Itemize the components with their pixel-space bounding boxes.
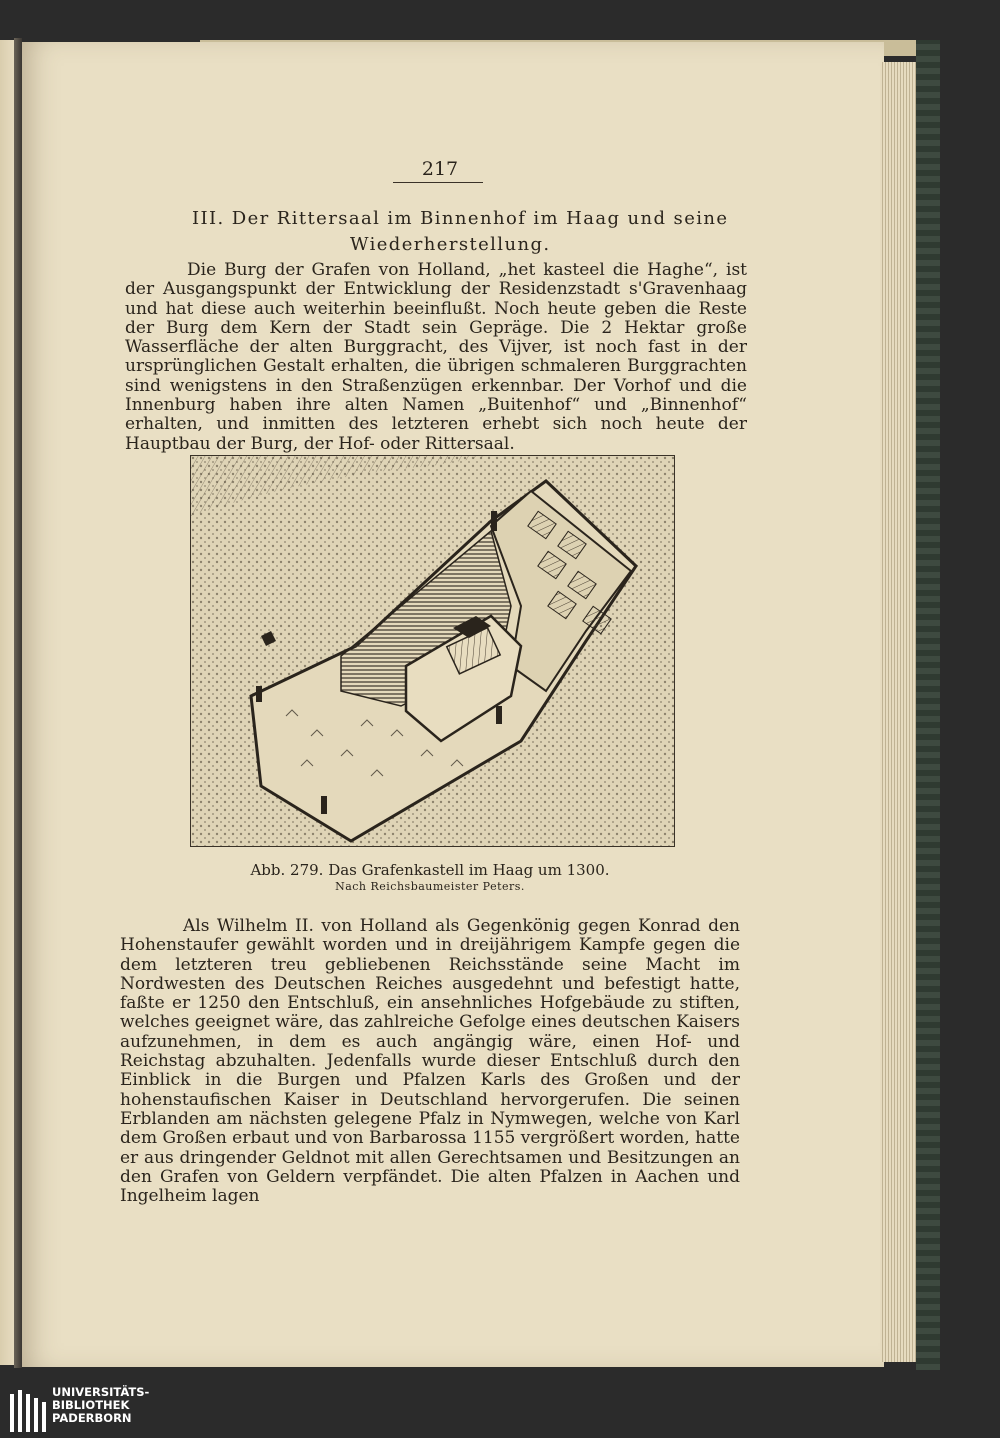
- library-logo-bar: [0, 1386, 1000, 1438]
- library-logo-text: [52, 1386, 149, 1425]
- page-stack-edges: [880, 62, 918, 1362]
- page-number: 217: [421, 158, 459, 180]
- castle-illustration: [190, 455, 675, 847]
- book-spine: [14, 38, 22, 1368]
- page-number-rule: [393, 182, 483, 183]
- chapter-heading-line1: III. Der Rittersaal im Binnenhof im Haag und seine: [192, 208, 729, 229]
- logo-line-3: PADERBORN: [52, 1411, 132, 1425]
- library-logo-icon: [8, 1388, 48, 1434]
- logo-line-1: UNIVERSITÄTS-: [52, 1385, 150, 1399]
- body-paragraph-2: Als Wilhelm II. von Holland als Gegenkönig gegen Konrad den Hohenstaufer gewählt worden und in dreijährigem Kampfe gegen die dem letzteren treu gebliebenen Reichsstände seine Macht im Nordwesten des Deutschen Reiches ausgedehnt und befestigt hatte, faßte er 1250 den Entschluß, ein ansehnliches Hofgebäude zu stiften, welches geeignet wäre, das zahlreiche Gefolge eines deutschen Kaisers aufzunehmen, in dem es auch angängig wäre, einen Hof- und Reichstag abzuhalten. Jedenfalls wurde dieser Entschluß durch den Einblick in die Burgen und Pfalzen Karls des Großen und der hohenstaufischen Kaiser in Deutschland hervorgerufen. Die seinen Erblanden am nächsten gelegene Pfalz in Nymwegen, welche von Karl dem Großen erbaut und von Barbarossa 1155 vergrößert worden, hatte er aus dringender Geldnot mit allen Gerechtsamen und Besitzungen an den Grafen von Geldern verpfändet. Die alten Pfalzen in Aachen und Ingelheim lagen: [120, 916, 740, 1207]
- left-page-edge: [0, 40, 14, 1365]
- logo-line-2: BIBLIOTHEK: [52, 1398, 130, 1412]
- chapter-heading-line2: Wiederherstellung.: [350, 234, 551, 255]
- figure-subcaption: Nach Reichsbaumeister Peters.: [335, 880, 525, 893]
- figure-caption: Abb. 279. Das Grafenkastell im Haag um 1300.: [250, 861, 610, 879]
- body-paragraph-1: Die Burg der Grafen von Holland, „het kasteel die Haghe“, ist der Ausgangspunkt der Entwicklung der Residenzstadt s'Gravenhaag und hat diese auch weiterhin beeinflußt. Noch heute geben die Reste der Burg dem Kern der Stadt sein Gepräge. Die 2 Hektar große Wasserfläche der alten Burggracht, des Vijver, ist noch fast in der ursprünglichen Gestalt erhalten, die übrigen schmaleren Burggrachten sind wenigstens in den Straßenzügen erkennbar. Der Vorhof und die Innenburg haben ihre alten Namen „Buitenhof“ und „Binnenhof“ erhalten, und inmitten des letzteren erhebt sich noch heute der Hauptbau der Burg, der Hof- oder Rittersaal.: [125, 260, 747, 454]
- book-cover-edge: [916, 40, 940, 1370]
